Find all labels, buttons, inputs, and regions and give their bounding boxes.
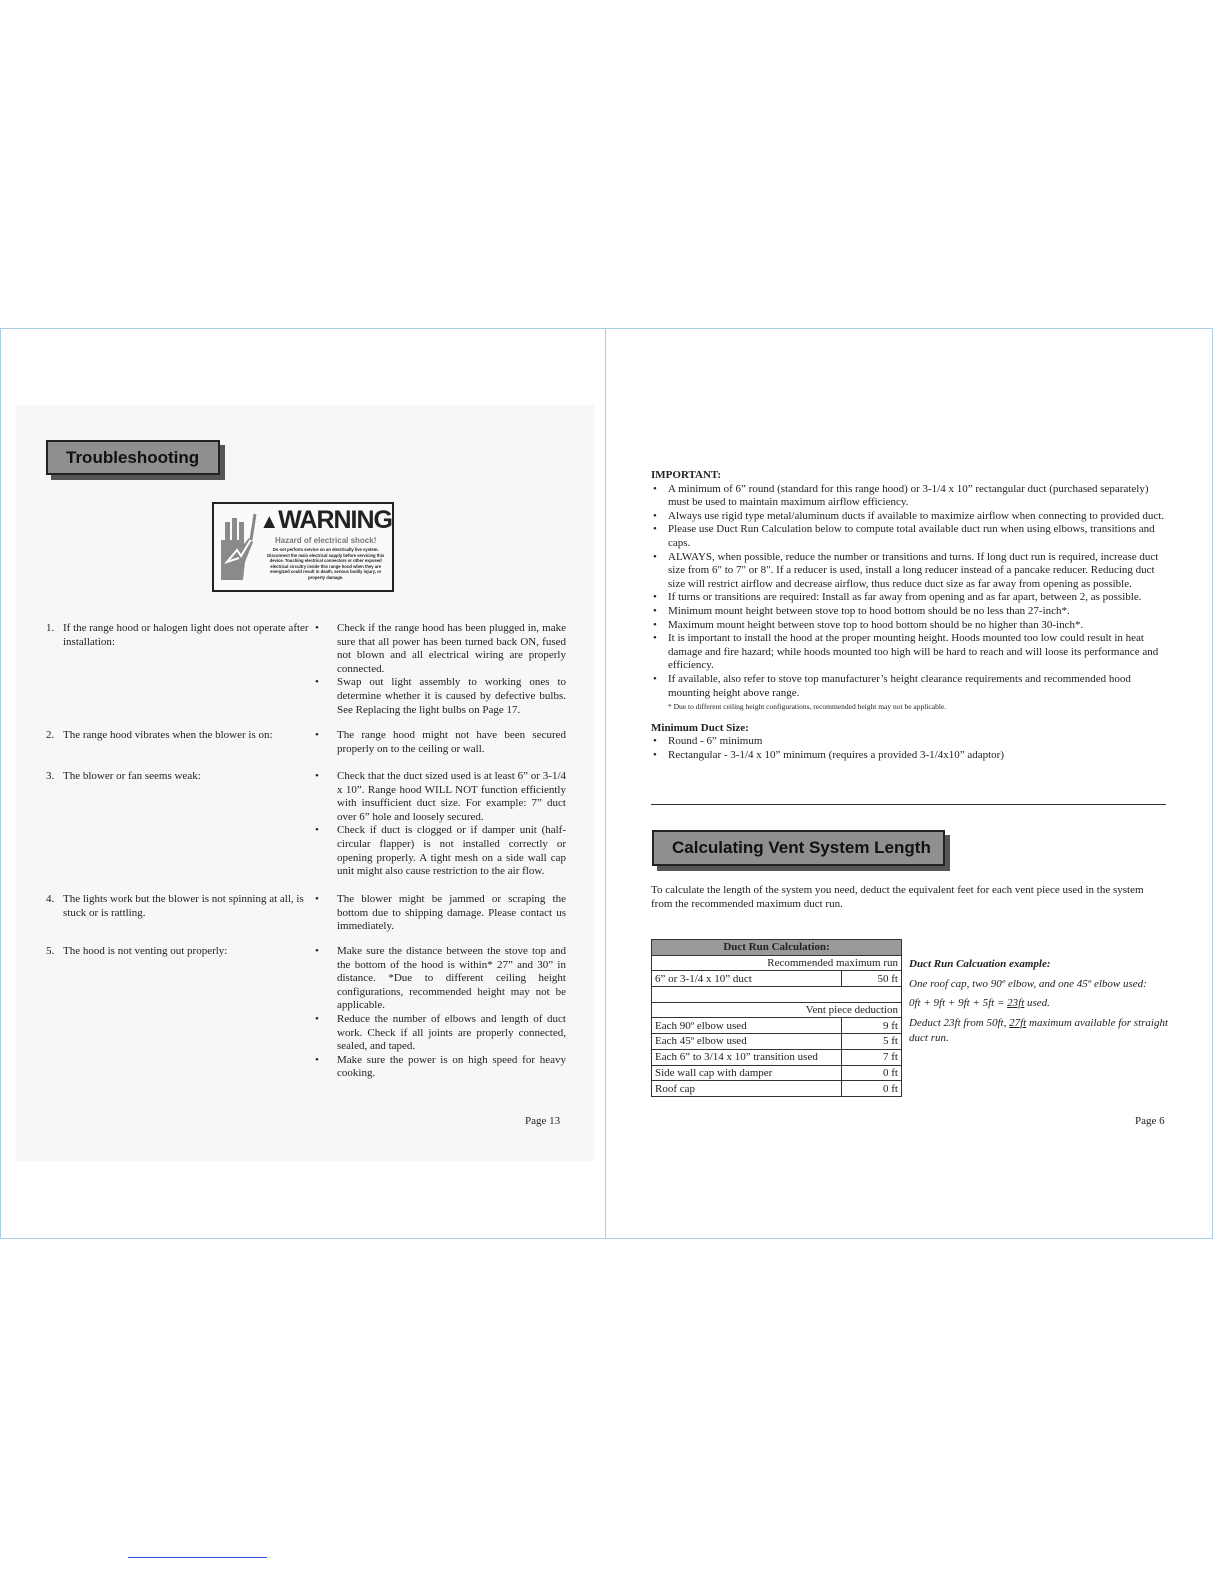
problem-text: The blower or fan seems weak: bbox=[63, 770, 201, 782]
item-number: 4. bbox=[46, 893, 55, 905]
solution: • Check if duct is clogged or if damper unit (half-circular flapper) is not installed correctly or opening properly. A tight mesh on a side wall cap unit might also cause restriction to the air flow. bbox=[315, 824, 566, 878]
table-row: Side wall cap with damper 0 ft bbox=[652, 1065, 902, 1081]
duct-run-table bbox=[651, 939, 902, 1097]
example-line: Deduct 23ft from 50ft, 27ft maximum available for straight duct run. bbox=[909, 1016, 1169, 1044]
important-bullet: • Please use Duct Run Calculation below to compute total available duct run when using elbows, transitions and caps. bbox=[653, 523, 1155, 549]
solution: • Make sure the power is on high speed for heavy cooking. bbox=[315, 1053, 566, 1080]
important-bullet: • Minimum mount height between stove top to hood bottom should be no less than 27-inch*. bbox=[653, 604, 1070, 617]
warning-subtitle: Hazard of electrical shock! bbox=[275, 536, 377, 545]
item-number: 1. bbox=[46, 622, 55, 634]
warning-title: ▲WARNING bbox=[259, 506, 392, 534]
page-number: Page 6 bbox=[1135, 1115, 1165, 1127]
troubleshooting-item bbox=[46, 770, 566, 879]
item-number: 2. bbox=[46, 729, 55, 741]
troubleshooting-item bbox=[46, 945, 566, 1081]
important-bullet: • If turns or transitions are required: Install as far away from opening and as far apart, between 2, as possible. bbox=[653, 591, 1142, 604]
problem-text: If the range hood or halogen light does not operate after installation: bbox=[63, 622, 309, 648]
important-bullet: • A minimum of 6” round (standard for this range hood) or 3-1/4 x 10” rectangular duct (purchased separately) must be used to maintain maximum airflow efficiency. bbox=[653, 482, 1149, 509]
warning-text: Do not perform service on an electrically live system. Disconnect the main electrical supply before servicing this device. Touching electrical connectors or other exposed electrical circuitry inside this range hood when they are energized could result in death, serious bodily injury, or property damage. bbox=[267, 547, 385, 580]
solution: • Reduce the number of elbows and length of duct work. Check if all joints are properly connected, sealed, and taped. bbox=[315, 1012, 566, 1053]
solution: • The range hood might not have been secured properly on to the ceiling or wall. bbox=[315, 729, 566, 755]
deduction-header: Vent piece deduction bbox=[652, 1002, 902, 1018]
item-number: 3. bbox=[46, 770, 55, 782]
important-bullet: • Always use rigid type metal/aluminum ducts if available to maximize airflow when connecting to provided duct. bbox=[653, 509, 1165, 522]
solution: • Make sure the distance between the stove top and the bottom of the hood is within* 27” and 30” in distance. *Due to different ceiling height configurations, recommended height may not be applicable. bbox=[315, 945, 566, 1012]
important-section bbox=[651, 469, 1166, 762]
table-row: Each 6” to 3/14 x 10” transition used 7 ft bbox=[652, 1049, 902, 1065]
problem-text: The lights work but the blower is not spinning at all, is stuck or is rattling. bbox=[63, 893, 304, 919]
blank-row bbox=[652, 987, 902, 1003]
important-title: IMPORTANT: bbox=[651, 469, 722, 481]
example-title: Duct Run Calcuation example: bbox=[909, 958, 1051, 970]
footnote: * Due to different ceiling height configurations, recommended height may not be applicable. bbox=[668, 702, 947, 712]
page-divider bbox=[605, 328, 606, 1239]
important-bullet: • If available, also refer to stove top manufacturer’s height clearance requirements and recommended hood mounting height above range. bbox=[653, 672, 1131, 699]
calculating-heading: Calculating Vent System Length bbox=[652, 830, 945, 866]
link-underline[interactable] bbox=[128, 1557, 267, 1558]
example-line: One roof cap, two 90º elbow, and one 45º elbow used: bbox=[909, 977, 1147, 990]
table-row: 6” or 3-1/4 x 10” duct 50 ft bbox=[652, 971, 902, 987]
important-bullet: • It is important to install the hood at the proper mounting height. Hoods mounted too low could result in heat damage and fire hazard; while hoods mounted too high will be hard to reach and will loose its performance and efficiency. bbox=[653, 632, 1159, 672]
important-bullet: • Maximum mount height between stove top to hood bottom should be no higher than 30-inch*. bbox=[653, 618, 1084, 631]
important-bullet: • ALWAYS, when possible, reduce the number or transitions and turns. If long duct run is required, increase duct size from 6" to 7" or 8". If a reducer is used, install a long reducer instead of a pancake reducer. Reducing duct size will restrict airflow and decrease airflow, thus reduce duct size as far away from opening as possible. bbox=[653, 550, 1159, 590]
solution: • Check if the range hood has been plugged in, make sure that all power has been turned back ON, fused not blown and all electrical wiring are properly connected. bbox=[315, 622, 566, 675]
electric-shock-hand-icon bbox=[214, 504, 259, 590]
solution: • Swap out light assembly to working ones to determine whether it is caused by defective bulbs. See Replacing the light bulbs on Page 17. bbox=[315, 676, 566, 716]
problem-text: The hood is not venting out properly: bbox=[63, 945, 228, 957]
min-duct-bullet: • Rectangular - 3-1/4 x 10” minimum (requires a provided 3-1/4x10” adaptor) bbox=[653, 748, 1005, 761]
table-row: Each 45º elbow used 5 ft bbox=[652, 1034, 902, 1050]
section-divider bbox=[651, 804, 1166, 805]
solution: • Check that the duct sized used is at least 6” or 3-1/4 x 10”. Range hood WILL NOT function efficiently with insufficient duct size. For example: 7” duct over 6” hole and loosely secured. bbox=[315, 770, 566, 823]
min-duct-bullet: • Round - 6” minimum bbox=[653, 735, 763, 748]
troubleshooting-heading: Troubleshooting bbox=[46, 440, 220, 475]
intro-text: To calculate the length of the system you need, deduct the equivalent feet for each vent piece used in the system from the recommended maximum duct run. bbox=[651, 884, 1144, 910]
table-row: Each 90º elbow used 9 ft bbox=[652, 1018, 902, 1034]
troubleshooting-item bbox=[46, 893, 566, 934]
problem-text: The range hood vibrates when the blower is on: bbox=[63, 729, 273, 741]
table-title: Duct Run Calculation: bbox=[652, 940, 902, 956]
page-number: Page 13 bbox=[525, 1115, 561, 1127]
min-duct-title: Minimum Duct Size: bbox=[651, 721, 749, 734]
solution: • The blower might be jammed or scraping the bottom due to shipping damage. Please contact us immediately. bbox=[315, 893, 566, 933]
item-number: 5. bbox=[46, 945, 55, 957]
calculation-example bbox=[909, 957, 1169, 1048]
troubleshooting-item bbox=[46, 729, 566, 756]
troubleshooting-item bbox=[46, 622, 566, 717]
warning-label bbox=[212, 502, 394, 592]
table-row: Roof cap 0 ft bbox=[652, 1081, 902, 1097]
example-line: 0ft + 9ft + 9ft + 5ft = 23ft used. bbox=[909, 997, 1050, 1009]
max-run-header: Recommended maximum run bbox=[652, 955, 902, 971]
